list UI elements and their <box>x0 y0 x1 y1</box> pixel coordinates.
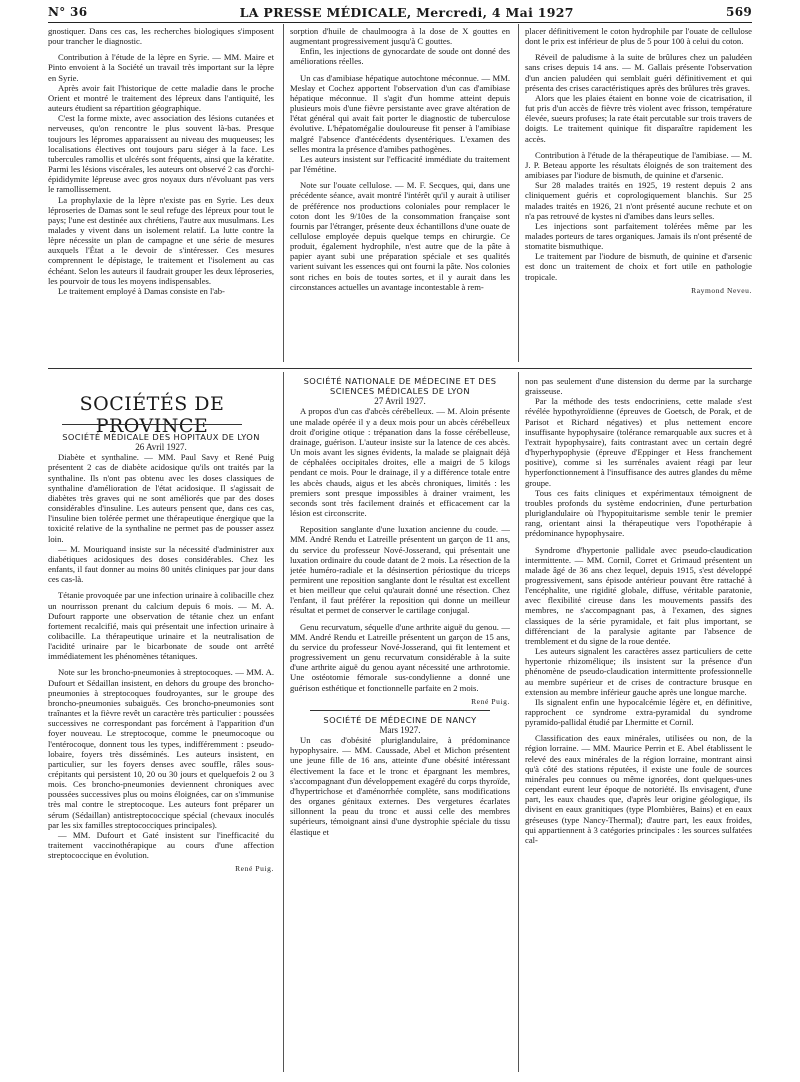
banner-rule <box>62 424 242 425</box>
paragraph: Réveil de paludisme à la suite de brûlures chez un paludéen sans crises depuis 14 ans. — M. Gallais présente l'observation d'un ancien paludéen qui semblait guéri définitivement et qui présenta des crises caractéristiques après des brûlures très graves. <box>525 52 752 93</box>
paragraph: Alors que les plaies étaient en bonne voie de cicatrisation, il fut pris d'un accès de fièvre très violent avec frisson, température élevée, sueurs profuses; la rate était percutable sur trois travers de doigts. Le traitement quinique fit disparaître rapidement les accès. <box>525 92 752 144</box>
heading-rule <box>310 710 490 711</box>
society-heading: SOCIÉTÉ MÉDICALE DES HOPITAUX DE LYON <box>62 432 260 442</box>
paragraph: C'est la forme mixte, avec association des lésions cutanées et nerveuses, qu'on rencontre le plus souvent là-bas. Presque toujours les lépromes apparaissent au niveau des muqueuses; les localisations électives ont toujours paru siéger à la face. Les tubercules ramollis et ulcérés sont fréquents, ainsi que la kératite. Parmi les lésions viscérales, les auteurs ont observé 2 cas d'orchi-épididymite lépreuse avec gros noyaux durs n'évoluant pas vers le ramollissement. <box>48 113 274 195</box>
paragraph: Le traitement par l'iodure de bismuth, de quinine et d'arsenic est donc un traitement de choix et fort utile en pathologie tropicale. <box>525 251 752 282</box>
paragraph: — M. Mouriquand insiste sur la nécessité d'administrer aux diabétiques acidosiques des doses considérables. Chez les enfants, il faut donner au moins 80 unités cliniques par jour dans ces cas-là. <box>48 543 274 585</box>
paragraph: Reposition sanglante d'une luxation ancienne du coude. — MM. André Rendu et Latreille présentent un garçon de 11 ans, du service du professeur Nové-Josserand, qui présentait une luxation ordinaire du coude datant de 2 mois. La résection de la jetée huméro-radiale et la désinsertion périostique du triceps permirent une reposition sanglante dont le résultat est excellent et bien meilleur que celui qu'aurait donné une résection. Chez l'enfant, il faut préférer la reposition qui donne un meilleur résultat et permet de conserver le cartilage conjugal. <box>290 524 510 616</box>
section-banner: SOCIÉTÉS DE PROVINCE <box>79 393 225 437</box>
bottom-column-2 <box>290 376 510 1072</box>
paragraph: sorption d'huile de chaulmoogra à la dose de X gouttes en augmentant progressivement jusqu'à C gouttes. <box>290 26 510 47</box>
paragraph: A propos d'un cas d'abcès cérébelleux. — M. Aloin présente une malade opérée il y a deux mois pour un abcès cérébelleux droit d'origine otique : trépanation dans la fosse cérébelleuse, drainage, guérison. L'auteur insiste sur la latence de ces abcès. Un mois avant les signes évidents, la malade se plaignait déjà de céphalées occipitales droites, elle a maigri de 5 kilogs pendant ce mois. Pour le drainage, il y a différence totale entre les abcès chauds, aigus et les abcès chroniques, limités : les premiers sont presque impossibles à drainer vraiment, les seconds sont très facilement drainés et efficacement car la lésion est circonscrite. <box>290 406 510 519</box>
paragraph: Note sur les broncho-pneumonies à streptocoques. — MM. A. Dufourt et Sédaillan insistent, en dehors du groupe des broncho-pneumonies à streptocoques foudroyantes, sur le groupe des broncho-pneumonies subaiguës. Ces broncho-pneumonies sont traînantes et la fièvre revêt un caractère très particulier : poussées successives ne correspondant pas forcément à l'apparition d'un foyer nouveau. Le streptocoque, comme le pneumocoque ou l'entérocoque, donnent tous les types, indifféremment : pseudo-lobaire, foyers très disséminés. Les auteurs insistent, en particulier, sur les foyers denses avec souffle, râles sous-crépitants qui persistent 10, 20 ou 30 jours et quelquefois 2 ou 3 mois. Ces broncho-pneumonies deviennent chroniques avec poussées successives plus ou moins éloignées, car on s'immunise très mal contre le streptocoque. Les auteurs font préparer un sérum (Sédaillan) antistreptococcique spécial (chevaux inoculés par les six familles streptococciques principales). <box>48 667 274 830</box>
page-header <box>48 3 752 21</box>
top-column-3 <box>525 26 752 362</box>
paragraph: Contribution à l'étude de la lèpre en Syrie. — MM. Maire et Pinto envoient à la Société un travail très important sur la lèpre en Syrie. <box>48 52 274 83</box>
paragraph: Diabète et synthaline. — MM. Paul Savy et René Puig présentent 2 cas de diabète acidosique qu'ils ont traités par la synthaline. Ils n'ont pas obtenu avec les doses classiques de synthaline d'amélioration de l'état acidosique. Il s'agissait de diabètes très graves qui ne sont améliorés que par des doses considérables d'insuline. Les auteurs pensent que, dans ces cas, l'insuline bien tolérée permet une thérapeutique énergique que la toxicité relative de la synthaline ne permet pas de pousser assez loin. <box>48 452 274 544</box>
paragraph: — MM. Dufourt et Gaté insistent sur l'inefficacité du traitement vaccinothérapique au cours d'une affection streptococcique en évolution. <box>48 829 274 861</box>
paragraph: Après avoir fait l'historique de cette maladie dans le proche Orient et montré le traitement des lépreux dans l'antiquité, les auteurs étudient sa répartition géographique. <box>48 82 274 114</box>
session-date: Mars 1927. <box>379 725 421 735</box>
paragraph: Les injections sont parfaitement tolérées même par les malades porteurs de tares organiques. Jamais ils n'ont présenté de stomatite bismuthique. <box>525 220 752 252</box>
column-divider <box>518 24 519 362</box>
session-date: 27 Avril 1927. <box>374 396 426 407</box>
paragraph: Ils signalent enfin une hypocalcémie légère et, en définitive, rapprochent ce syndrome extra-pyramidal du syndrome pyramido-pallidal étudié par Lhermitte et Cornil. <box>525 696 752 728</box>
signature: Raymond Neveu. <box>691 285 752 295</box>
paragraph: La prophylaxie de la lèpre n'existe pas en Syrie. Les deux léproseries de Damas sont le seul refuge des lépreux pour tout le pays; l'une est destinée aux chrétiens, l'autre aux musulmans. Les malades y vivent dans un isolement relatif. La lutte contre la lèpre nécessite un plan de campagne et une série de mesures auxquels l'État a le devoir de s'intéresser. Ces mesures comprennent le dépistage, le traitement et l'isolement au cas échéant. Selon les auteurs il faudrait grouper les deux léproseries, les pourvoir de tous les moyens indispensables. <box>48 194 274 286</box>
paragraph: Syndrome d'hypertonie pallidale avec pseudo-claudication intermittente. — MM. Cornil, Corret et Grimaud présentent un malade âgé de 36 ans chez lequel, depuis 1915, s'est développé progressivement, sans épisode antérieur pouvant être rattaché à l'encéphalite, une rigidité globale, diffuse, véritable paratonie, avec flexibilité cireuse dans les mouvements passifs des membres, ne s'accompagnant pas, à l'examen, des signes classiques de la série pyramidale, et fait plus important, se différenciant de la paralysie agitante par l'absence de tremblement et du signe de la roue dentée. <box>525 544 752 646</box>
paragraph: Sur 28 malades traités en 1925, 19 restent depuis 2 ans cliniquement guéris et coprologiquement blanchis. Sur 25 malades traités en 1926, 21 n'ont présenté aucune rechute et on n'a pas retrouvé de kystes ni d'amibes dans leurs selles. <box>525 180 752 221</box>
page-number: 569 <box>726 5 752 19</box>
journal-title: LA PRESSE MÉDICALE, Mercredi, 4 Mai 1927 <box>239 4 574 20</box>
signature: René Puig. <box>235 864 274 874</box>
paragraph: Par la méthode des tests endocriniens, cette malade s'est révélée hypothyroïdienne (épreuves de Goetsch, de Porak, et de Parisot et Richard négatives) et plus nettement encore insuffisante hypophysaire (tolérance remarquable aux sucres et à l'extrait hypophysaire), faits contrastant avec un certain degré d'hyperhypophysie (épreuve d'Eppinger et Hess franchement positive), comme si les surrénales avaient réagi par leur hyperfonctionnement à l'insuffisance des autres glandes du même groupe. <box>525 396 752 488</box>
society-heading: SOCIÉTÉ NATIONALE DE MÉDECINE ET DES SCIENCES MÉDICALES DE LYON <box>303 376 497 397</box>
section-rule <box>48 368 752 369</box>
paragraph: gnostiquer. Dans ces cas, les recherches biologiques s'imposent pour trancher le diagnostic. <box>48 26 274 47</box>
session-date: 26 Avril 1927. <box>135 442 187 453</box>
paragraph: Contribution à l'étude de la thérapeutique de l'amibiase. — M. J. P. Beteau apporte les résultats éloignés de son traitement des amibiases par l'iodure de bismuth, de quinine et d'arsenic. <box>525 149 752 181</box>
bottom-column-3 <box>525 376 752 1072</box>
paragraph: Tétanie provoquée par une infection urinaire à colibacille chez un nourrisson prenant du calcium depuis 6 mois. — M. A. Dufourt rapporte une observation de tétanie chez un enfant fortement recalcifié, mais qui présentait une infection urinaire à colibacille. La thérapeutique urinaire et la neutralisation de l'acidité urinaire par le bicarbonate de soude ont arrêté immédiatement les phénomènes tétaniques. <box>48 590 274 662</box>
issue-number: N° 36 <box>48 5 88 19</box>
paragraph: Les auteurs insistent sur l'efficacité immédiate du traitement par l'émétine. <box>290 153 510 175</box>
bottom-column-1 <box>48 432 274 1072</box>
paragraph: Classification des eaux minérales, utilisées ou non, de la région lorraine. — MM. Maurice Perrin et E. Abel établissent le relevé des eaux minérales de la région lorraine, montrant ainsi qu'à côté des stations réputées, il existe une foule de sources minérales peu connues ou même ignorées, dont quelques-unes cependant eurent leur époque de notoriété. Ils envisagent, d'une part, les eaux chaudes que, d'après leur origine géologique, ils divisent en eaux granitiques (type Plombières, Bains) et en eaux gréseuses (type Nancy-Thermal); d'autre part, les eaux froides, qui appartiennent à 3 catégories principales : les sources sulfatées cal- <box>525 733 752 845</box>
paragraph: Genu recurvatum, séquelle d'une arthrite aiguë du genou. — MM. André Rendu et Latreille présentent un garçon de 15 ans, du service du professeur Nové-Josserand, qui fit lentement et progressivement un genu recurvatum considérable à la suite d'une arthrite aiguë du genou ayant nécessité une arthrotomie. Une ostéotomie fémorale sus-condylienne a donné une guérison esthétique et fonctionnelle parfaite en 2 mois. <box>290 621 510 693</box>
paragraph: Enfin, les injections de gynocardate de soude ont donné des améliorations réelles. <box>290 46 510 67</box>
column-divider <box>283 372 284 1072</box>
paragraph: Les auteurs signalent les caractères assez particuliers de cette hypertonie rhizomélique; ils insistent sur la présence d'un phénomène de pseudo-claudication intermittente professionnelle au membre supérieur et de crises de contracture brusque en extension au membre inférieur gauche après une longue marche. <box>525 646 752 697</box>
paragraph: Un cas d'obésité pluriglandulaire, à prédominance hypophysaire. — MM. Caussade, Abel et Michon présentent une jeune fille de 16 ans, atteinte d'une obésité intéressant électivement la face et le tronc et épargnant les membres, s'accompagnant d'un développement exagéré du corps thyroïde, d'hypertrichose et d'aménorrhée complète, sans modifications des organes génitaux externes. Des vergetures écarlates sillonnent la peau du tronc et aussi celle des membres supérieurs, témoignant ainsi d'une dystrophie spéciale du tissu élastique et <box>290 735 510 837</box>
column-divider <box>518 372 519 1072</box>
header-rule <box>48 22 752 23</box>
top-column-1 <box>48 26 274 362</box>
paragraph: Le traitement employé à Damas consiste en l'ab- <box>58 285 225 296</box>
paragraph: Tous ces faits cliniques et expérimentaux témoignent de troubles profonds du système endocrinien, d'une perturbation pluriglandulaire où l'hypopituitarisme semble tenir le premier rang, orientant ainsi la thérapeutique vers l'opothérapie à prédominance hypophysaire. <box>525 487 752 539</box>
paragraph: Note sur l'ouate cellulose. — M. F. Secques, qui, dans une précédente séance, avait montré l'intérêt qu'il y aurait à utiliser de préférence nos productions coloniales pour remplacer le coton dont les 9/10es de la consommation française sont fournis par l'étranger, présente deux échantillons d'une ouate de cellulose employée depuis quelque temps en chirurgie. Ce produit, également hydrophile, n'est autre que de la pâte à papier ayant subi une préparation spéciale et ses qualités varient suivant les essences qui ont fourni la pâte. Nos colonies sont riches en bois de toutes sortes, et il y aurait dans les circonstances actuelles un avantage incontestable à rem- <box>290 180 510 292</box>
paragraph: placer définitivement le coton hydrophile par l'ouate de cellulose dont le prix est inférieur de plus de 5 pour 100 à celui du coton. <box>525 26 752 47</box>
paragraph: non pas seulement d'une distension du derme par la surcharge graisseuse. <box>525 376 752 397</box>
society-heading: SOCIÉTÉ DE MÉDECINE DE NANCY <box>323 714 477 725</box>
column-divider <box>283 24 284 362</box>
signature: René Puig. <box>471 696 510 706</box>
paragraph: Un cas d'amibiase hépatique autochtone méconnue. — MM. Meslay et Cochez apportent l'observation d'un cas d'amibiase hépatique méconnue. Il s'agit d'un homme atteint depuis plusieurs mois d'une fièvre persistante avec grave altération de l'état général qui avait fait porter le diagnostic de tuberculose évolutive. L'hépatomégalie douloureuse fit penser à l'amibiase malgré l'absence d'antécédents dysentériques. L'examen des selles montra la présence d'amibes pathogènes. <box>290 72 510 154</box>
top-column-2 <box>290 26 510 362</box>
